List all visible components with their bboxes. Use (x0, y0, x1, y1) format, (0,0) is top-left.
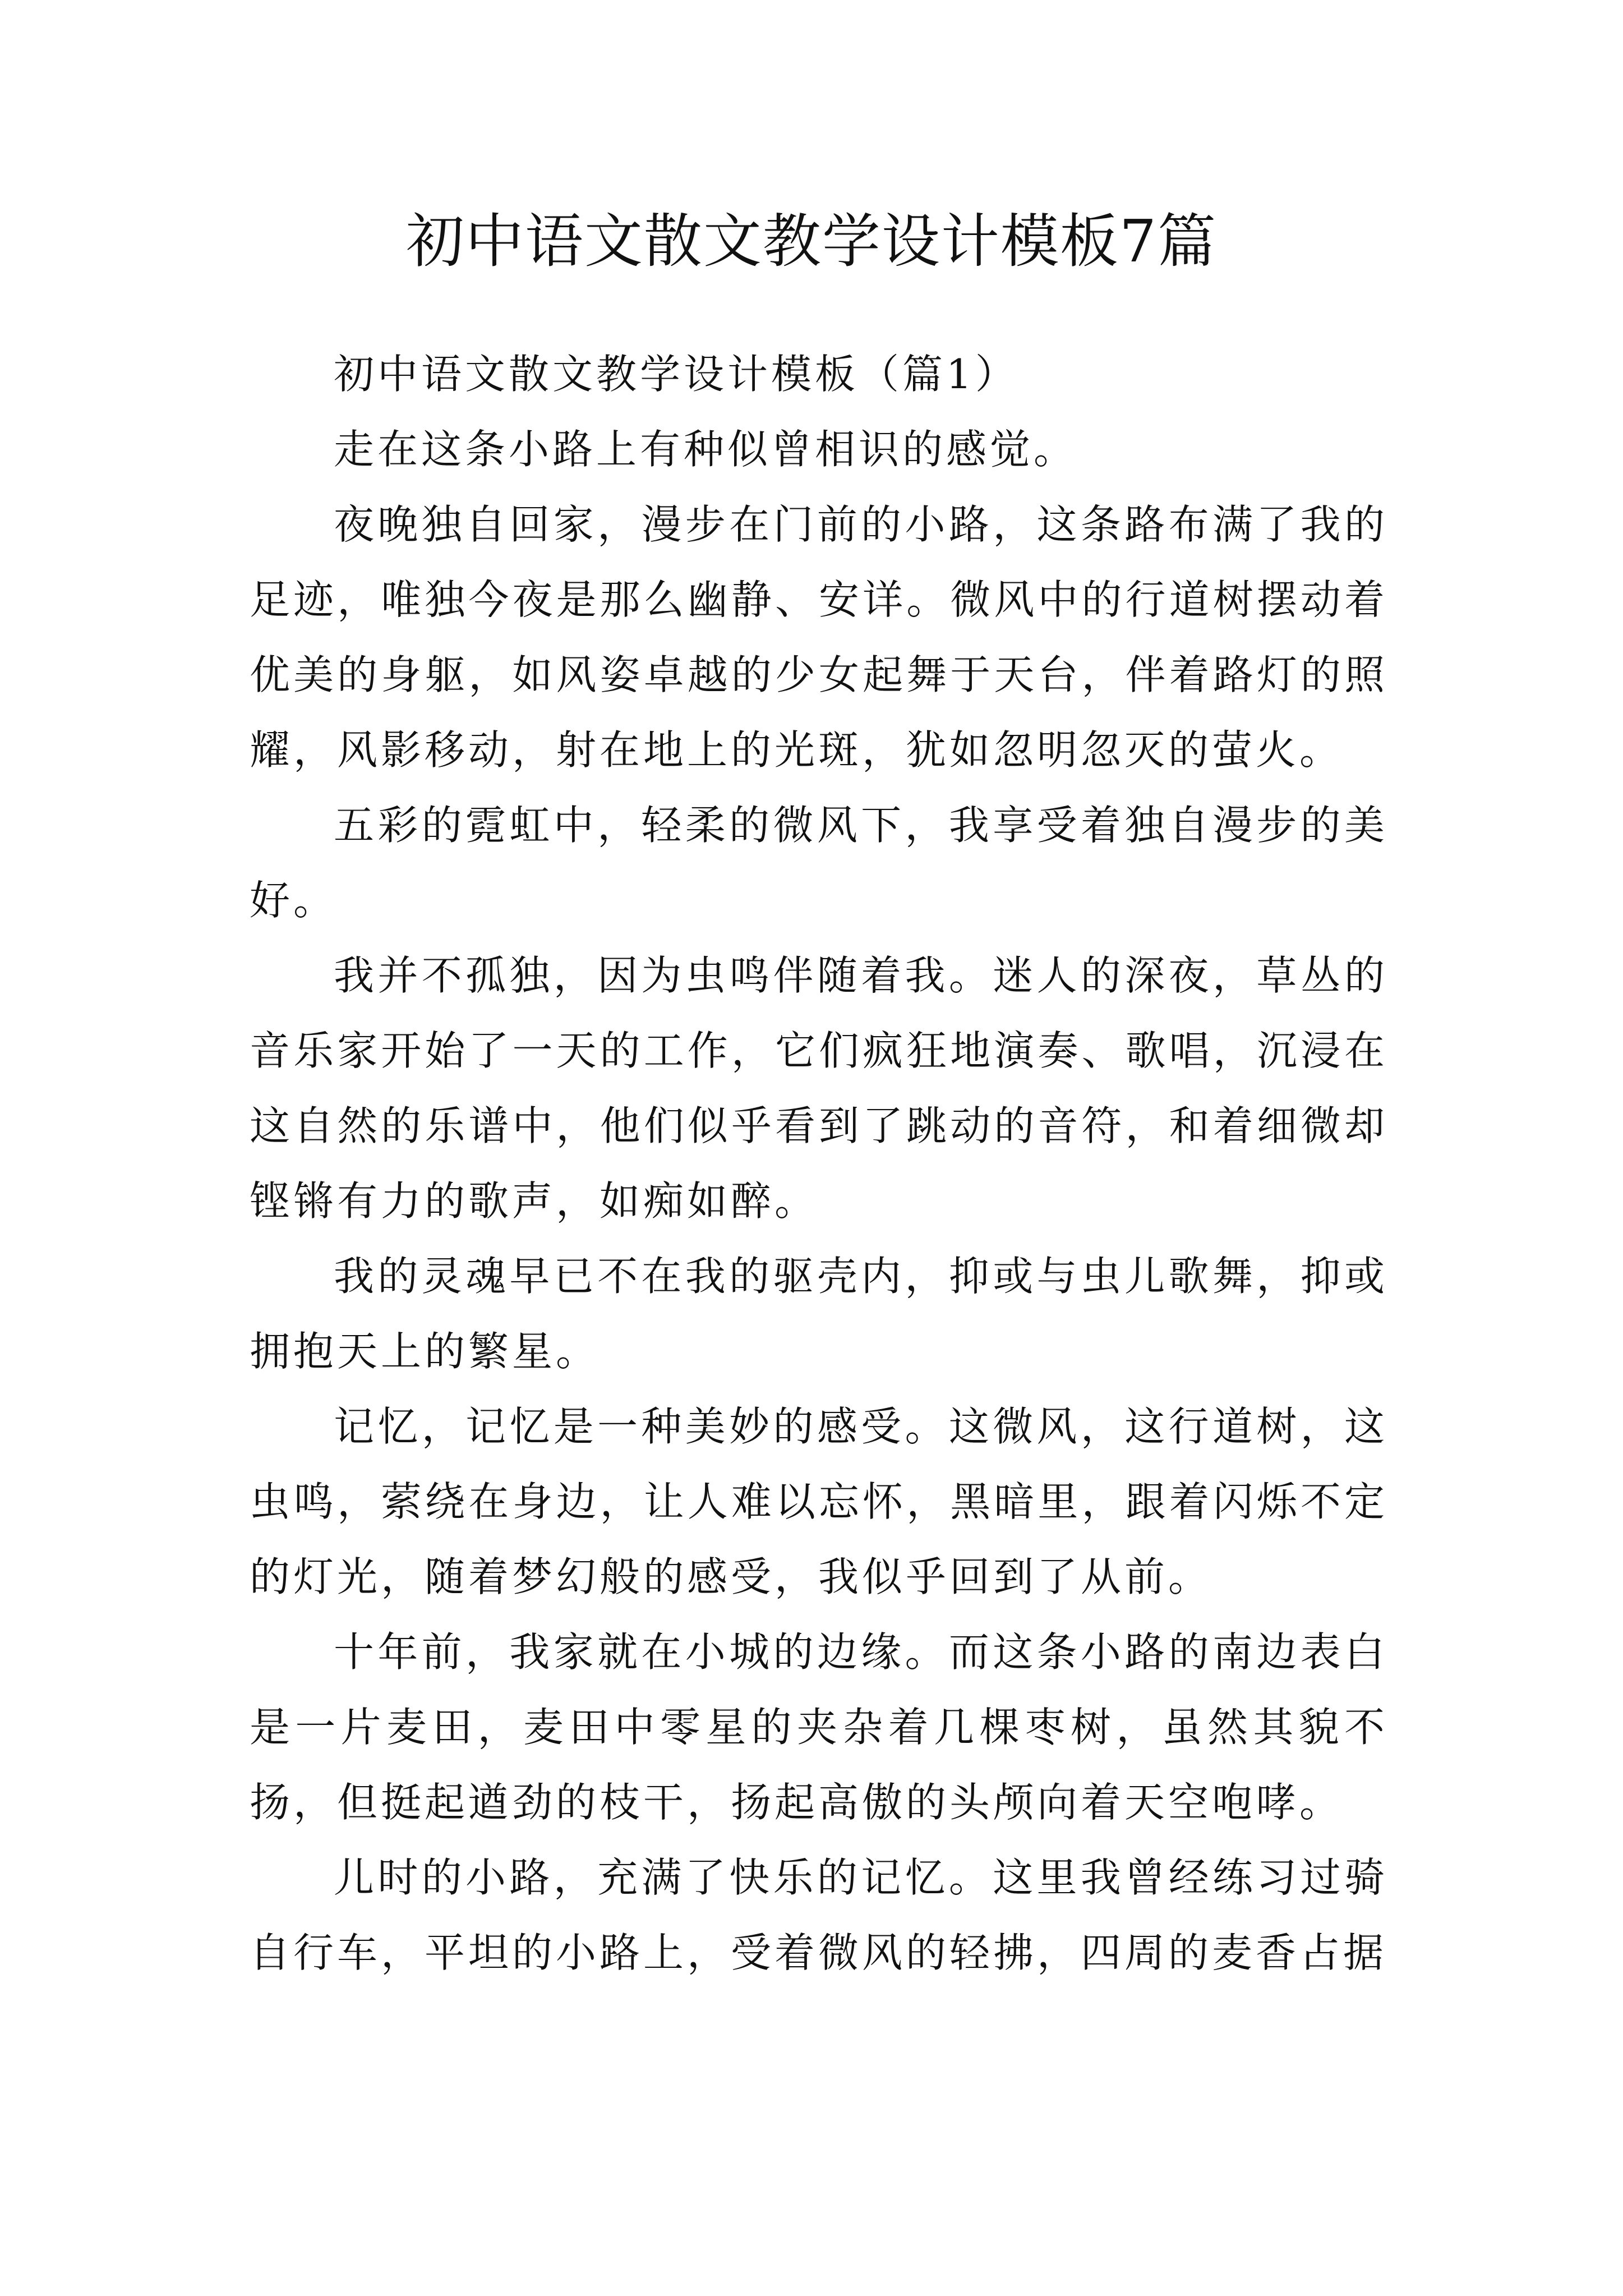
document-body (250, 337, 1388, 1990)
section-heading: 初中语文散文教学设计模板（篇1） (334, 351, 1019, 398)
paragraph: 儿时的小路，充满了快乐的记忆。这里我曾经练习过骑自行车，平坦的小路上，受着微风的轻拂，四周的麦香占据 (250, 1854, 1388, 1976)
paragraph: 我的灵魂早已不在我的驱壳内，抑或与虫儿歌舞，抑或拥抱天上的繁星。 (250, 1253, 1388, 1375)
paragraph: 五彩的霓虹中，轻柔的微风下，我享受着独自漫步的美好。 (250, 802, 1388, 924)
paragraph: 走在这条小路上有种似曾相识的感觉。 (334, 426, 1078, 473)
paragraph: 夜晚独自回家，漫步在门前的小路，这条路布满了我的足迹，唯独今夜是那么幽静、安详。微风中的行道树摆动着优美的身躯，如风姿卓越的少女起舞于天台，伴着路灯的照耀，风影移动，射在地上的光斑，犹如忽明忽灭的萤火。 (250, 501, 1388, 774)
document-title: 初中语文散文教学设计模板7篇 (405, 207, 1218, 275)
paragraph: 十年前，我家就在小城的边缘。而这条小路的南边表白是一片麦田，麦田中零星的夹杂着几棵枣树，虽然其貌不扬，但挺起遒劲的枝干，扬起高傲的头颅向着天空咆哮。 (250, 1628, 1388, 1826)
paragraph: 我并不孤独，因为虫鸣伴随着我。迷人的深夜，草丛的音乐家开始了一天的工作，它们疯狂地演奏、歌唱，沉浸在这自然的乐谱中，他们似乎看到了跳动的音符，和着细微却铿锵有力的歌声，如痴如醉。 (250, 952, 1388, 1225)
paragraph: 记忆，记忆是一种美妙的感受。这微风，这行道树，这虫鸣，萦绕在身边，让人难以忘怀，黑暗里，跟着闪烁不定的灯光，随着梦幻般的感受，我似乎回到了从前。 (250, 1403, 1388, 1600)
